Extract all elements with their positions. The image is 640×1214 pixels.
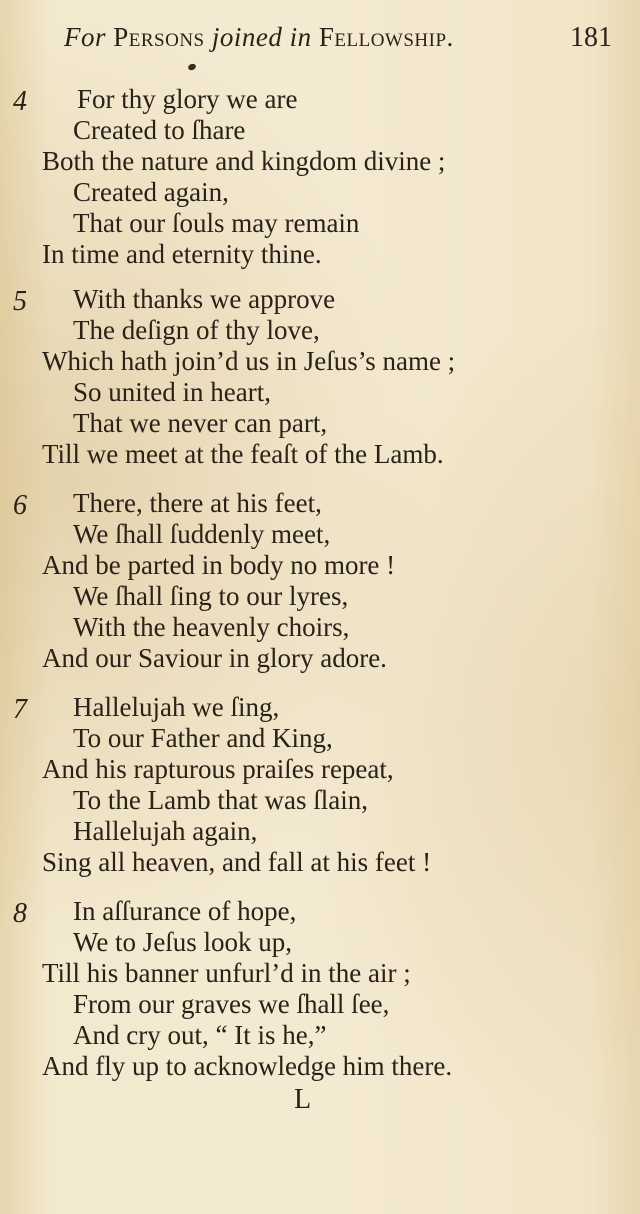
verse-line: And fly up to acknowledge him there.: [42, 1051, 453, 1081]
verse-line: So united in heart,: [73, 377, 271, 407]
stanza-number: 8: [13, 898, 27, 929]
stanza-number: 5: [13, 286, 27, 317]
verse-line: In aſſurance of hope,: [73, 896, 297, 926]
verse-line: There, there at his feet,: [73, 488, 322, 518]
page-number: 181: [570, 22, 612, 53]
verse-line: That our ſouls may remain: [73, 208, 360, 238]
verse-line: Till we meet at the feaſt of the Lamb.: [42, 439, 444, 469]
verse-line: Created to ſhare: [73, 115, 246, 145]
verse-line: Hallelujah again,: [73, 816, 258, 846]
running-head: [64, 22, 604, 58]
verse-line: We ſhall ſing to our lyres,: [73, 581, 349, 611]
verse-line: Created again,: [73, 177, 229, 207]
verse-line: The deſign of thy love,: [73, 315, 320, 345]
running-head-persons: Persons: [113, 22, 205, 52]
verse-line: And cry out, “ It is he,”: [73, 1020, 327, 1050]
verse-line: To our Father and King,: [73, 723, 333, 753]
stanza-number: 7: [13, 694, 27, 725]
verse-line: Both the nature and kingdom divine ;: [42, 146, 446, 176]
verse-line: With the heavenly choirs,: [73, 612, 350, 642]
verse-line: To the Lamb that was ſlain,: [73, 785, 369, 815]
running-head-fellowship: Fellowship.: [318, 22, 454, 52]
verse-line: For thy glory we are: [77, 84, 298, 114]
verse-line: We ſhall ſuddenly meet,: [73, 519, 331, 549]
verse-line: Hallelujah we ſing,: [73, 692, 280, 722]
verse-line: And be parted in body no more !: [42, 550, 396, 580]
verse-line: And our Saviour in glory adore.: [42, 643, 387, 673]
verse-line: That we never can part,: [73, 408, 328, 438]
stanza-number: 4: [13, 86, 27, 117]
running-head-for: For: [64, 22, 106, 52]
stanza-number: 6: [13, 490, 27, 521]
verse-line: With thanks we approve: [73, 284, 336, 314]
running-head-joined-in: joined in: [211, 22, 312, 52]
verse-line: In time and eternity thine.: [42, 239, 322, 269]
verse-line: We to Jeſus look up,: [73, 927, 293, 957]
catchword-signature: L: [294, 1084, 312, 1115]
verse-line: Which hath join’d us in Jeſus’s name ;: [42, 346, 456, 376]
verse-line: Sing all heaven, and fall at his feet !: [42, 847, 432, 877]
verse-line: Till his banner unfurl’d in the air ;: [42, 958, 411, 988]
ink-spot: [187, 63, 197, 71]
verse-line: From our graves we ſhall ſee,: [73, 989, 390, 1019]
verse-line: And his rapturous praiſes repeat,: [42, 754, 394, 784]
